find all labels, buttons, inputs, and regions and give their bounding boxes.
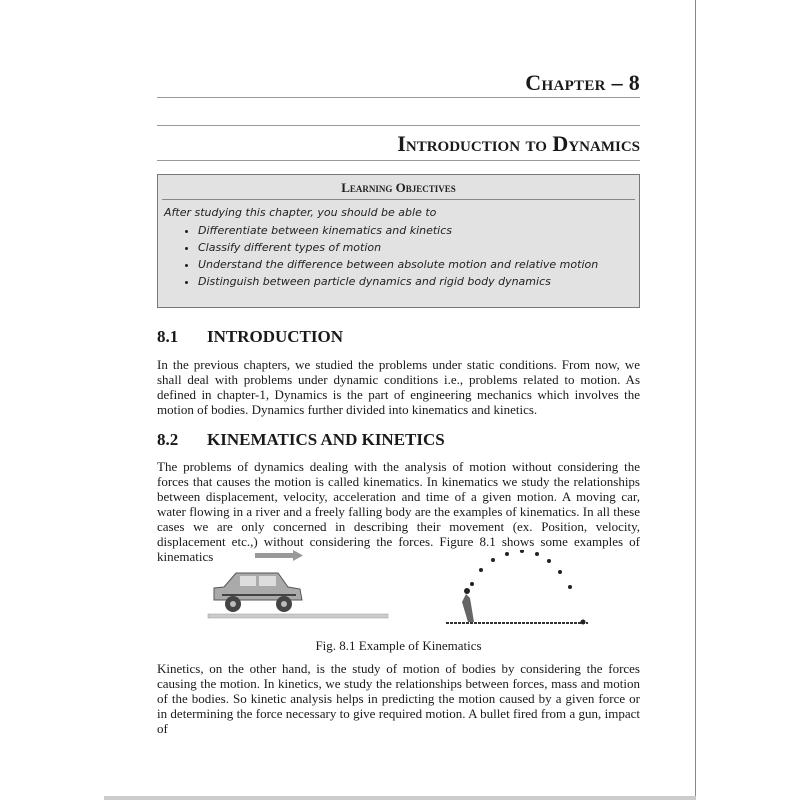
section-title: INTRODUCTION [207, 327, 344, 346]
page-bottom-edge [104, 796, 696, 800]
objectives-intro: After studying this chapter, you should be able to [164, 206, 437, 219]
paragraph: Kinetics, on the other hand, is the study of motion of bodies by considering the forces causing the motion. In kinetics, we study the relationships between forces, mass and motion of the bodies. So kinetic analysis helps in predicting the motion caused by a given force or in determining the force necessary to give required motion. A bullet fired from a gun, impact of [157, 661, 640, 736]
section-number: 8.1 [157, 327, 179, 346]
moving-car-illustration [208, 550, 388, 618]
list-item: • Distinguish between particle dynamics and rigid body dynamics [198, 273, 639, 290]
section-title: KINEMATICS AND KINETICS [207, 430, 445, 449]
objectives-list [158, 222, 639, 290]
divider [162, 199, 635, 200]
kinematics-figure [200, 550, 600, 630]
list-item: • Understand the difference between absolute motion and relative motion [198, 256, 639, 273]
projectile-illustration [446, 550, 588, 625]
page-right-edge [695, 0, 696, 797]
divider [157, 160, 640, 161]
learning-objectives-box [157, 174, 640, 308]
chapter-label: Chapter – 8 [525, 70, 640, 95]
divider [157, 97, 640, 98]
chapter-title: Introduction to Dynamics [397, 131, 640, 156]
section-heading [157, 430, 445, 450]
divider [157, 125, 640, 126]
section-heading [157, 327, 343, 347]
objectives-heading: Learning Objectives [341, 180, 456, 195]
section-number: 8.2 [157, 430, 179, 449]
list-item: • Classify different types of motion [198, 239, 639, 256]
paragraph: In the previous chapters, we studied the problems under static conditions. From now, we shall deal with problems under dynamic conditions i.e., problems related to motion. As defined in chapter-1, Dynamics is the part of engineering mechanics which involves the motion of bodies. Dynamics further divided into kinematics and kinetics. [157, 357, 640, 417]
list-item: • Differentiate between kinematics and kinetics [198, 222, 639, 239]
paragraph: The problems of dynamics dealing with the analysis of motion without considering the forces that causes the motion is called kinematics. In kinematics we study the relationships between displacement, velocity, acceleration and time of a given motion. A moving car, water flowing in a river and a freely falling body are the examples of kinematics. In all these cases we are only concerned in describing their movement (ex. Position, velocity, displacement etc.,) without considering the forces. Figure 8.1 shows some examples of kinematics [157, 459, 640, 564]
figure-caption: Fig. 8.1 Example of Kinematics [315, 638, 482, 653]
